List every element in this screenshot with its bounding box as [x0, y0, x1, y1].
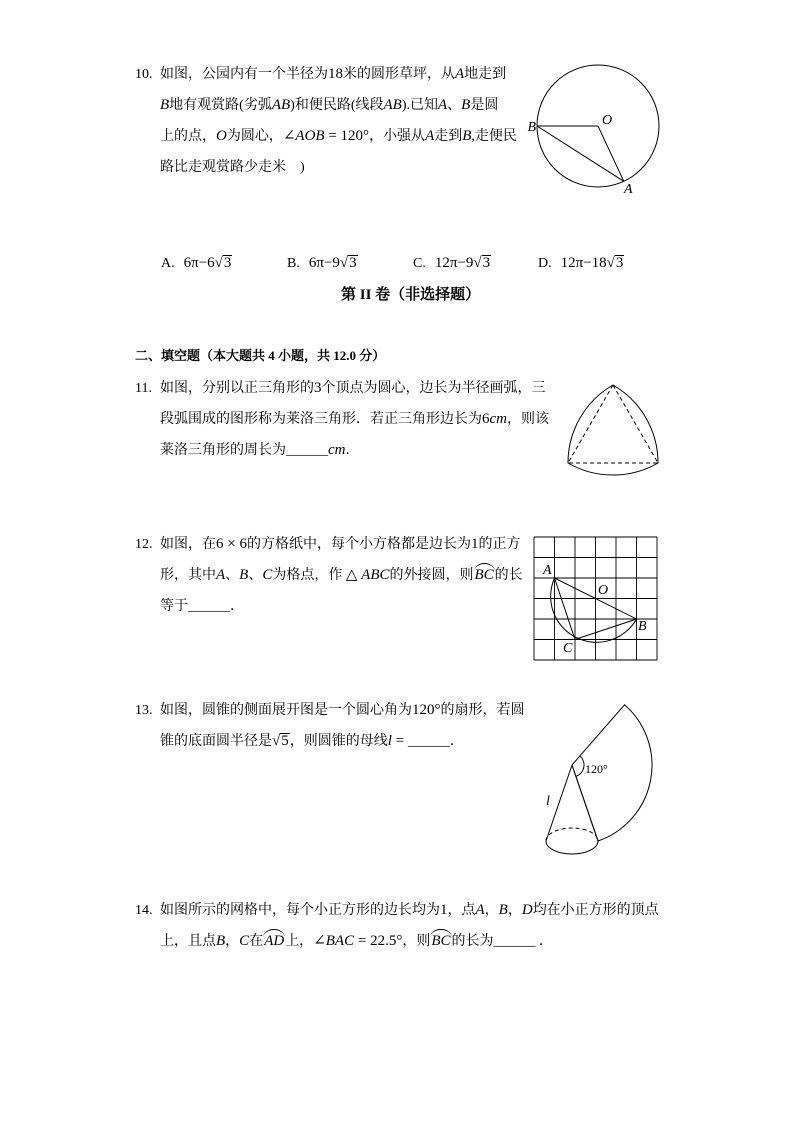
stem-line	[160, 373, 549, 404]
math-variable: AOB	[295, 128, 325, 144]
figure-q13-cone-sector	[536, 700, 666, 865]
label-center-o: O	[602, 113, 613, 128]
math-expression: = 22.5°	[354, 933, 403, 949]
radicand: 3	[482, 255, 491, 271]
math-expression: 120°	[412, 702, 441, 718]
math-expression: 12π−9√	[434, 255, 482, 271]
text: 的正方	[478, 537, 521, 552]
option-value	[561, 256, 625, 271]
answer-blank: ______	[188, 599, 230, 614]
reuleaux-arcs	[568, 385, 658, 475]
stem-line	[160, 895, 659, 926]
question-stem	[160, 529, 523, 622]
stem-line	[160, 926, 659, 957]
text: 锥的底面圆半径是	[160, 734, 272, 749]
text: 为圆心，	[226, 129, 283, 144]
text: 走到	[434, 129, 463, 144]
text: 的外接圆，则	[389, 568, 474, 583]
text: 、	[225, 568, 240, 583]
question-number: 12.	[135, 537, 153, 552]
text: ，则圆锥的母线	[289, 734, 388, 749]
math-variable: B	[461, 97, 471, 113]
math-expression: 18	[328, 66, 343, 82]
text: ，点	[447, 903, 476, 918]
label-slant-l: l	[546, 794, 550, 809]
radicand: 3	[223, 255, 232, 271]
math-variable: l	[387, 733, 392, 749]
text: 的扇形，若圆	[440, 703, 525, 718]
text: 形，其中	[160, 568, 216, 583]
option-value	[435, 256, 491, 271]
math-variable: cm	[328, 442, 346, 458]
stem-line	[160, 152, 517, 183]
math-variable: B	[462, 128, 472, 144]
text: 莱洛三角形的周长为	[160, 443, 286, 458]
text: 路比走观赏路少走米 )	[160, 160, 305, 175]
label-center-o: O	[598, 583, 609, 598]
text: 米的圆形草坪，从	[343, 67, 455, 82]
label-point-b: B	[527, 120, 536, 135]
figure-q12-grid-circumcircle	[526, 530, 666, 670]
text: 如图，分别以正三角形的	[160, 381, 314, 396]
cone-base-back-dashed	[546, 828, 598, 841]
text: ,走便民	[471, 129, 517, 144]
option-label: D.	[538, 256, 552, 271]
math-variable: O	[216, 128, 227, 144]
text: 如图，在	[160, 537, 216, 552]
math-expression: 1	[440, 902, 448, 918]
text: 为格点，作	[272, 568, 346, 583]
math-expression: 6π−9√	[308, 255, 349, 271]
text: )和便民路(线段	[290, 98, 384, 113]
math-variable: AB	[271, 97, 291, 113]
text: 的长为	[451, 934, 494, 949]
text: 等于	[160, 599, 188, 614]
math-variable: A	[425, 128, 435, 144]
math-expression: 3	[314, 380, 322, 396]
question-stem	[160, 695, 525, 757]
question-number: 13.	[135, 703, 153, 718]
stem-line	[160, 591, 523, 622]
math-variable: ABC	[361, 567, 390, 583]
stem-line	[160, 121, 517, 152]
math-variable: C	[262, 567, 273, 583]
equilateral-triangle-dashed	[568, 385, 658, 463]
sector-outline	[572, 705, 652, 841]
math-expression: =	[391, 733, 408, 749]
text: ，则该	[507, 412, 549, 427]
text: 在	[249, 934, 264, 949]
math-expression: 6 × 6	[216, 536, 247, 552]
arc-abc	[551, 578, 637, 642]
arc-notation: BC	[431, 933, 451, 949]
stem-line	[160, 560, 523, 591]
text: 如图，圆锥的侧面展开图是一个圆心角为	[160, 703, 412, 718]
text: 、	[447, 98, 462, 113]
math-expression: ∠	[282, 128, 296, 144]
text: 如图，公园内有一个半径为	[160, 67, 328, 82]
math-expression: = 120°	[324, 128, 370, 144]
text: 如图所示的网格中，每个小正方形的边长均为	[160, 903, 440, 918]
math-variable: BAC	[325, 933, 355, 949]
label-point-c: C	[563, 641, 573, 656]
option-label: B.	[287, 256, 300, 271]
text: ).已知	[401, 98, 438, 113]
text: ．	[345, 443, 360, 458]
text: 段弧围成的图形称为莱洛三角形．若正三角形边长为	[160, 412, 482, 427]
math-variable: A	[438, 97, 448, 113]
math-variable: D	[521, 902, 533, 918]
math-expression: 1	[470, 536, 479, 552]
text: 地有观赏路(劣弧	[169, 98, 272, 113]
stem-line	[160, 529, 523, 560]
question-number: 11.	[135, 381, 152, 396]
math-variable: A	[455, 66, 465, 82]
question-stem	[160, 373, 549, 466]
option-a	[161, 254, 232, 273]
option-b	[287, 254, 358, 273]
option-d	[538, 254, 624, 273]
question-stem	[160, 895, 659, 957]
radicand: 3	[349, 255, 357, 271]
cone-base-front	[546, 841, 598, 854]
math-variable: B	[216, 933, 226, 949]
section-title: 二、填空题（本大题共 4 小题，共 12.0 分）	[135, 348, 386, 363]
text: 上的点，	[160, 129, 216, 144]
radicand: 5	[281, 733, 289, 749]
text: ．	[230, 599, 244, 614]
math-variable: B	[160, 97, 170, 113]
question-stem	[160, 59, 517, 183]
answer-blank: ______	[493, 934, 536, 949]
text: ，小强从	[369, 129, 426, 144]
label-angle: 120°	[585, 762, 608, 776]
math-variable: A	[216, 567, 226, 583]
text: ，则	[402, 934, 431, 949]
option-value	[309, 256, 358, 271]
math-expression: △	[345, 567, 362, 583]
option-c	[413, 254, 491, 273]
text: ，	[484, 903, 499, 918]
text: ，	[507, 903, 522, 918]
stem-line	[160, 726, 525, 757]
arc-notation: BC	[474, 567, 494, 583]
option-value	[184, 256, 233, 271]
stem-line	[160, 59, 517, 90]
text: 上，	[285, 934, 314, 949]
segment-cb	[575, 619, 637, 640]
math-variable: A	[475, 902, 485, 918]
math-variable: C	[239, 933, 250, 949]
option-label: A.	[161, 256, 175, 271]
text: 均在小正方形的顶点	[532, 903, 659, 918]
text: ．	[535, 934, 553, 949]
stem-line	[160, 435, 549, 466]
options-row	[0, 254, 794, 272]
text: 、	[248, 568, 263, 583]
answer-blank: ______	[286, 443, 328, 458]
text: 的长	[494, 568, 523, 583]
stem-line	[160, 404, 549, 435]
text: 个顶点为圆心，边长为半径画弧，三	[321, 381, 546, 396]
figure-q11-reuleaux-triangle	[560, 378, 666, 478]
stem-line	[160, 695, 525, 726]
math-expression: √	[272, 733, 281, 749]
label-point-a: A	[624, 182, 633, 197]
question-number: 10.	[135, 67, 153, 82]
answer-blank: ______	[407, 734, 450, 749]
text: ，	[225, 934, 240, 949]
figure-q10-circle-lawn	[524, 58, 664, 198]
part-title: 第 II 卷（非选择题）	[341, 287, 481, 303]
math-expression: 12π−18√	[560, 255, 615, 271]
option-label: C.	[413, 256, 426, 271]
math-variable: B	[239, 567, 249, 583]
text: ．	[449, 734, 464, 749]
text: 是圆	[470, 98, 499, 113]
text: 上，且点	[160, 934, 216, 949]
label-point-a: A	[543, 563, 552, 578]
label-point-b: B	[638, 619, 647, 634]
text: 地走到	[464, 67, 507, 82]
question-number: 14.	[135, 903, 153, 918]
math-expression: 6π−6√	[183, 255, 223, 271]
cone-left-slant	[546, 765, 572, 841]
math-variable: B	[498, 902, 508, 918]
arc-notation: AD	[264, 933, 285, 949]
math-expression: ∠	[313, 933, 326, 949]
math-variable: cm	[489, 411, 507, 427]
math-expression: 6	[482, 411, 490, 427]
stem-line	[160, 90, 517, 121]
radicand: 3	[615, 255, 624, 271]
math-variable: AB	[383, 97, 402, 113]
text: 的方格纸中，每个小方格都是边长为	[246, 537, 471, 552]
